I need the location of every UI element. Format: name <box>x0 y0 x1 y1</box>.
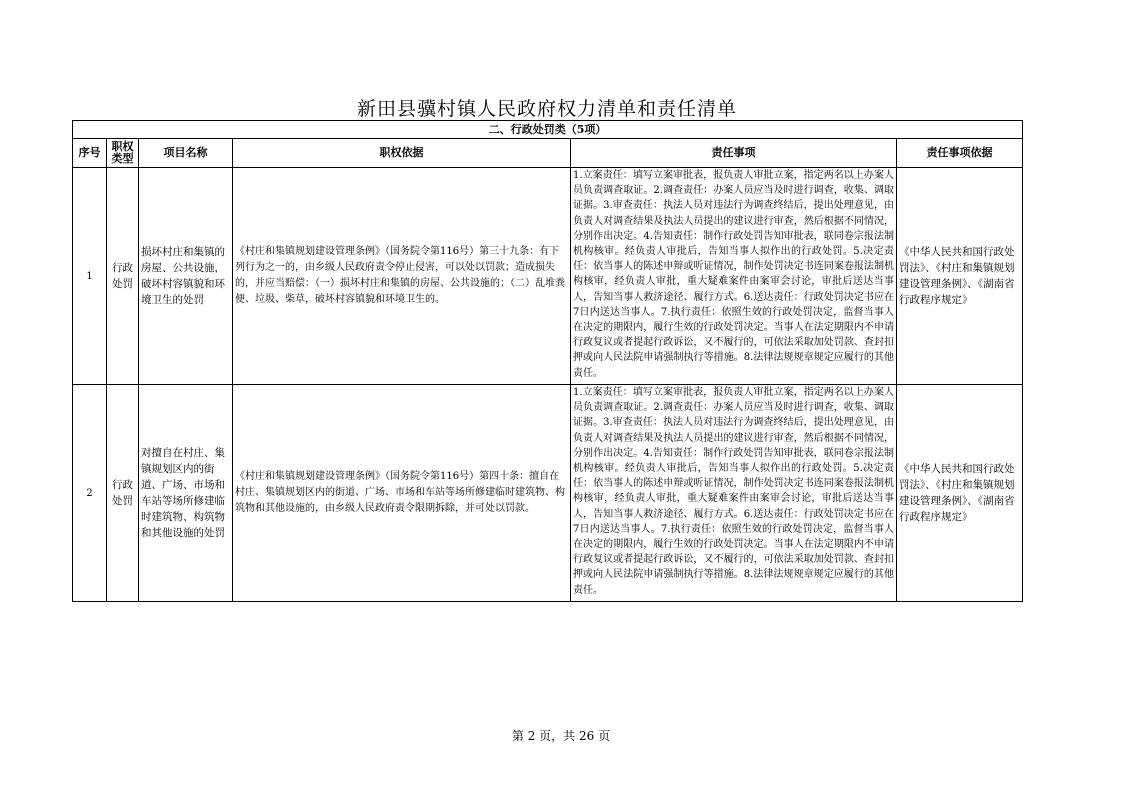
row-power-basis: 《村庄和集镇规划建设管理条例》（国务院令第116号）第四十条：擅自在村庄、集镇规划区内的街道、广场、市场和车站等场所修建临时建筑物、构筑物和其他设施的，由乡级人民政府责令限期拆除，并可处以罚款。 <box>233 385 571 602</box>
row-number: 2 <box>73 385 107 602</box>
header-resp: 责任事项 <box>571 139 897 168</box>
header-type: 职权类型 <box>107 139 139 168</box>
header-name: 项目名称 <box>139 139 233 168</box>
row-responsibilities-text: 1.立案责任：填写立案审批表，报负责人审批立案，指定两名以上办案人员负责调查取证。2.调查责任：办案人员应当及时进行调查，收集、调取证据。3.审查责任：执法人员对违法行为调查终结后，提出处理意见，由负责人对调查结果及执法人员提出的建议进行审查，然后根据不同情况，分别作出决定。4.告知责任：制作行政处罚告知审批表，联同卷宗报法制机构核审。经负责人审批后，告知当事人拟作出的行政处罚。5.决定责任：依当事人的陈述申辩或听证情况，制作处罚决定书连同案卷报法制机构核审，经负责人审批，重大疑难案件由案审会讨论，审批后送达当事人，告知当事人救济途径、履行方式。6.送达责任：行政处罚决定书应在7日内送达当事人。7.执行责任：依照生效的行政处罚决定，监督当事人在决定的期限内，履行生效的行政处罚决定。当事人在法定期限内不申请行政复议或者提起行政诉讼，又不履行的，可依法采取加处罚款、查封扣押或向人民法院申请强制执行等措施。8.法律法规规章规定应履行的其他责任。 <box>573 170 894 379</box>
row-responsibility-basis: 《中华人民共和国行政处罚法》、《村庄和集镇规划建设管理条例》、《湖南省行政程序规定》 <box>897 168 1023 385</box>
page-footer: 第 2 页，共 26 页 <box>511 729 611 743</box>
table-header-row <box>73 139 1023 168</box>
row-responsibilities <box>571 385 897 602</box>
row-item-name: 损坏村庄和集镇的房屋、公共设施，破坏村容镇貌和环境卫生的处罚 <box>139 168 233 385</box>
row-responsibilities <box>571 168 897 385</box>
section-label: 二、行政处罚类（5项） <box>73 121 1023 139</box>
row-power-type: 行政处罚 <box>107 385 139 602</box>
power-list-table <box>72 120 1023 602</box>
header-ref: 责任事项依据 <box>897 139 1023 168</box>
table-row <box>73 385 1023 602</box>
row-power-type: 行政处罚 <box>107 168 139 385</box>
header-num: 序号 <box>73 139 107 168</box>
row-responsibilities-text: 1.立案责任：填写立案审批表，报负责人审批立案，指定两名以上办案人员负责调查取证。2.调查责任：办案人员应当及时进行调查，收集、调取证据。3.审查责任：执法人员对违法行为调查终结后，提出处理意见，由负责人对调查结果及执法人员提出的建议进行审查，然后根据不同情况，分别作出决定。4.告知责任：制作行政处罚告知审批表，联同卷宗报法制机构核审。经负责人审批后，告知当事人拟作出的行政处罚。5.决定责任：依当事人的陈述申辩或听证情况，制作处罚决定书连同案卷报法制机构核审，经负责人审批，重大疑难案件由案审会讨论，审批后送达当事人，告知当事人救济途径、履行方式。6.送达责任：行政处罚决定书应在7日内送达当事人。7.执行责任：依照生效的行政处罚决定，监督当事人在决定的期限内，履行生效的行政处罚决定。当事人在法定期限内不申请行政复议或者提起行政诉讼，又不履行的，可依法采取加处罚款、查封扣押或向人民法院申请强制执行等措施。8.法律法规规章规定应履行的其他责任。 <box>573 387 894 596</box>
page-title: 新田县骥村镇人民政府权力清单和责任清单 <box>356 98 737 120</box>
row-responsibility-basis: 《中华人民共和国行政处罚法》、《村庄和集镇规划建设管理条例》、《湖南省行政程序规定》 <box>897 385 1023 602</box>
table-row <box>73 168 1023 385</box>
row-number: 1 <box>73 168 107 385</box>
row-power-basis: 《村庄和集镇规划建设管理条例》（国务院令第116号）第三十九条：有下列行为之一的，由乡级人民政府责令停止侵害，可以处以罚款；造成损失的，并应当赔偿：（一）损坏村庄和集镇的房屋、公共设施的；（二）乱堆粪便、垃圾、柴草，破坏村容镇貌和环境卫生的。 <box>233 168 571 385</box>
header-basis: 职权依据 <box>233 139 571 168</box>
section-row <box>73 121 1023 139</box>
row-item-name: 对擅自在村庄、集镇规划区内的街道、广场、市场和车站等场所修建临时建筑物、构筑物和其他设施的处罚 <box>139 385 233 602</box>
